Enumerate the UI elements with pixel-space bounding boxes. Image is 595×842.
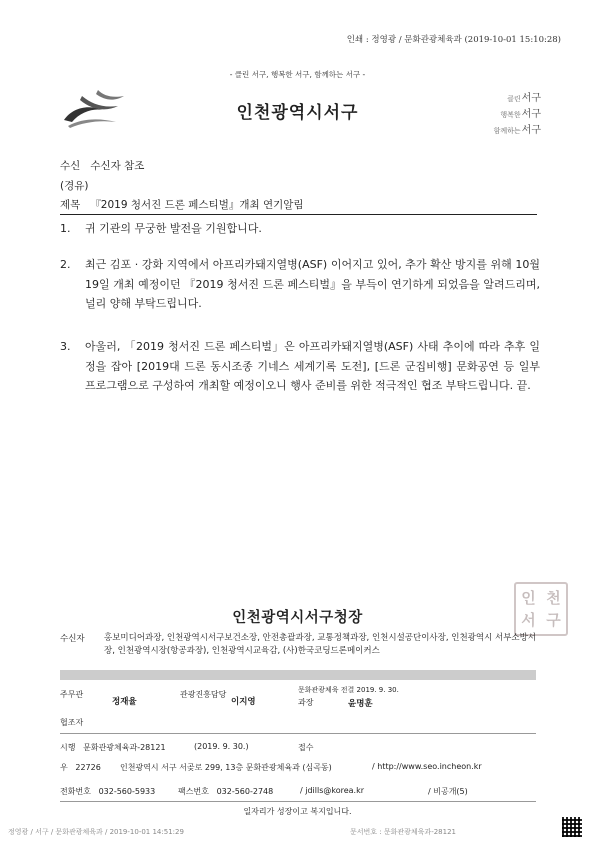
phone-row: [60, 786, 155, 797]
drafter-label: 주무관: [60, 690, 84, 699]
enforce-row: [60, 742, 166, 753]
homepage-link[interactable]: / http://www.seo.incheon.kr: [372, 762, 482, 771]
receipt-label: 접수: [298, 743, 314, 752]
footer-line-1: [60, 733, 536, 734]
via-row: (경유): [60, 180, 89, 192]
recipient-value: 수신자 참조: [90, 160, 145, 172]
sender-name: 인천광역시서구청장: [232, 610, 363, 626]
divider-band: [60, 670, 536, 680]
side-logo-small-1: 클린: [507, 95, 521, 103]
slogan: - 클린 서구, 행복한 서구, 함께하는 서구 -: [229, 70, 366, 79]
paragraph-2-text: 최근 김포 · 강화 지역에서 아프리카돼지열병(ASF) 이어지고 있어, 추가 확산 방지를 위해 10월 19일 개최 예정이던 『2019 청서진 드론 페스티벌』을 부득이 연기하게 되었음을 알려드리며, 널리 양해 부탁드립니다.: [85, 258, 540, 310]
enforce-date: (2019. 9. 30.): [194, 742, 249, 751]
address: 인천광역시 서구 서곶로 299, 13층 문화관광체육과 (심곡동): [120, 763, 332, 772]
bottom-strip-right: 문서번호 : 문화관광체육과-28121: [350, 828, 456, 836]
footer-line-2: [60, 801, 536, 802]
org-title: 인천광역시서구: [236, 103, 359, 123]
phone-number: 032-560-5933: [98, 787, 156, 796]
subject-label: 제목: [60, 199, 81, 211]
recipient-row: [60, 158, 144, 173]
paragraph-1-number: 1.: [60, 222, 71, 235]
side-slogan-logo: [481, 91, 541, 139]
final-approval-note: 문화관광체육 전결 2019. 9. 30.: [298, 686, 399, 694]
subject-divider: [60, 214, 537, 215]
side-logo-small-2: 행복한: [500, 111, 521, 119]
paragraph-3: [60, 337, 540, 396]
lead-name: 이지영: [231, 697, 256, 707]
seal-char-1: 인: [521, 589, 536, 607]
post-row: [60, 762, 101, 773]
qr-code-icon: [562, 817, 582, 837]
paragraph-3-text: 아울러, 「2019 청서진 드론 페스티벌」은 아프리카돼지열병(ASF) 사태 추이에 따라 추후 일정을 잡아 [2019대 드론 동시조종 기네스 세계기록 도전], [드론 군집비행] 문화공연 등 일부 프로그램으로 구성하여 개최할 예정이오니 행사 준비를 위한 적극적인 협조 부탁드립니다. 끝.: [85, 340, 540, 392]
closing-slogan: 일자리가 성장이고 복지입니다.: [243, 807, 352, 816]
recipient-label: 수신: [60, 160, 81, 172]
subject-row: [60, 197, 304, 212]
paragraph-2-number: 2.: [60, 258, 71, 271]
fax-label: 팩스번호: [178, 787, 209, 796]
fax-row: [178, 786, 273, 797]
fax-number: 032-560-2748: [216, 787, 274, 796]
final-label: 과장: [298, 698, 314, 707]
bottom-strip-left: 정영광 / 서구 / 문화관광체육과 / 2019-10-01 14:51:29: [8, 828, 184, 836]
email-link[interactable]: / jdills@korea.kr: [300, 786, 365, 795]
phone-label: 전화번호: [60, 787, 91, 796]
enforce-number: 문화관광체육과-28121: [83, 743, 166, 752]
print-header: 인쇄 : 정영광 / 문화관광체육과 (2019-10-01 15:10:28): [346, 35, 561, 45]
side-logo-3: 서구: [521, 125, 541, 136]
cooperator-label: 협조자: [60, 718, 84, 727]
side-logo-2: 서구: [521, 109, 541, 120]
post-code: 22726: [75, 763, 101, 772]
recipients-label: 수신자: [60, 634, 85, 644]
disclosure-status: / 비공개(5): [428, 787, 468, 796]
drafter-name: 정재율: [112, 697, 137, 707]
subject-value: 『2019 청서진 드론 페스티벌』개최 연기알림: [90, 199, 304, 211]
lead-label: 관광진흥담당: [180, 690, 227, 699]
recipients-list: 홍보미디어과장, 인천광역시서구보건소장, 안전총괄과장, 교통정책과장, 인천시설공단이사장, 인천광역시 서부소방서장, 인천광역시장(항공과장), 인천광역시교육감, (사)한국코딩드론메이커스: [104, 633, 537, 656]
post-label: 우: [60, 763, 68, 772]
side-logo-small-3: 함께하는: [493, 127, 521, 135]
side-logo-1: 서구: [521, 93, 541, 104]
enforce-label: 시행: [60, 743, 76, 752]
seal-char-3: 서: [521, 611, 536, 629]
paragraph-1: [60, 219, 540, 239]
seal-char-4: 구: [546, 611, 561, 629]
final-name: 윤명훈: [348, 699, 373, 709]
paragraph-3-number: 3.: [60, 340, 71, 353]
seal-char-2: 천: [546, 589, 561, 607]
paragraph-2: [60, 255, 540, 314]
paragraph-1-text: 귀 기관의 무궁한 발전을 기원합니다.: [85, 222, 262, 235]
